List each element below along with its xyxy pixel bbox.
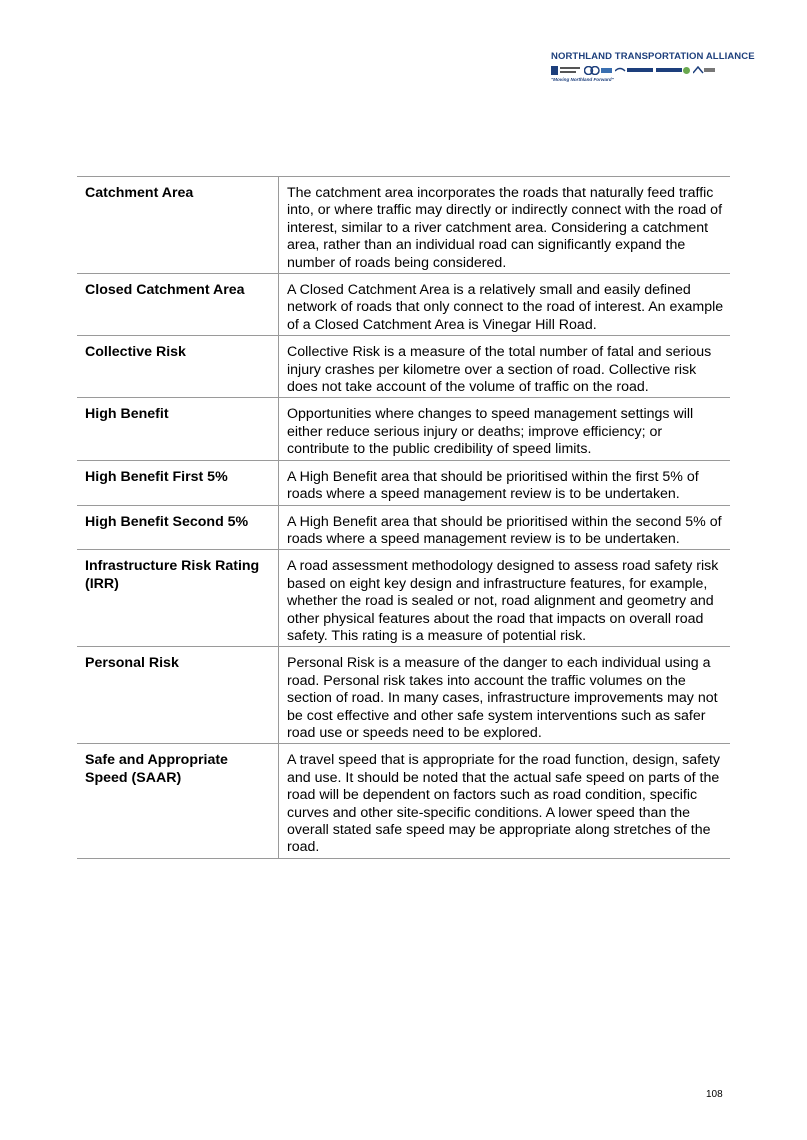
glossary-definition: The catchment area incorporates the roads that naturally feed traffic into, or where traffic may directly or indirectly connect with the road of interest, similar to a river catchment area. Considering a catchment area, rather than an individual road can significantly expand the number of roads being considered. bbox=[279, 177, 731, 274]
table-row bbox=[77, 398, 730, 460]
northland-regional-council-logo-icon bbox=[656, 66, 690, 75]
glossary-term: Closed Catchment Area bbox=[77, 274, 279, 336]
table-row bbox=[77, 177, 730, 274]
table-row bbox=[77, 647, 730, 744]
page-number: 108 bbox=[706, 1089, 723, 1100]
glossary-term: High Benefit First 5% bbox=[77, 460, 279, 505]
whangarei-council-logo-icon bbox=[615, 66, 653, 75]
glossary-definition: A travel speed that is appropriate for the road function, design, safety and use. It should be noted that the actual safe speed on parts of the road will be dependent on factors such as road condition, specific curves and other site-specific conditions. A lower speed than the overall stated safe speed may be appropriate along stretches of the road. bbox=[279, 744, 731, 858]
kaipara-council-logo-icon bbox=[584, 66, 612, 75]
glossary-definition: A High Benefit area that should be prioritised within the first 5% of roads where a speed management review is to be undertaken. bbox=[279, 460, 731, 505]
table-row bbox=[77, 336, 730, 398]
glossary-term: Infrastructure Risk Rating (IRR) bbox=[77, 550, 279, 647]
alliance-logo bbox=[551, 51, 755, 85]
glossary-table bbox=[77, 176, 730, 859]
logo-tagline: "Moving Northland Forward" bbox=[551, 77, 614, 82]
partner-logos bbox=[551, 64, 723, 76]
glossary-definition: Opportunities where changes to speed management settings will either reduce serious injury or deaths; improve efficiency; or contribute to the public credibility of speed limits. bbox=[279, 398, 731, 460]
glossary-term: Personal Risk bbox=[77, 647, 279, 744]
glossary-definition: A road assessment methodology designed to assess road safety risk based on eight key design and infrastructure features, for example, whether the road is sealed or not, road alignment and geometry and other physical features about the road that impacts on overall road safety. This rating is a measure of potential risk. bbox=[279, 550, 731, 647]
table-row bbox=[77, 460, 730, 505]
logo-title: NORTHLAND TRANSPORTATION ALLIANCE bbox=[551, 51, 755, 62]
glossary-term: High Benefit Second 5% bbox=[77, 505, 279, 550]
waka-kotahi-logo-icon bbox=[693, 66, 715, 75]
glossary-term: High Benefit bbox=[77, 398, 279, 460]
glossary-definition: A Closed Catchment Area is a relatively small and easily defined network of roads that only connect to the road of interest. An example of a Closed Catchment Area is Vinegar Hill Road. bbox=[279, 274, 731, 336]
glossary-term: Catchment Area bbox=[77, 177, 279, 274]
table-row bbox=[77, 274, 730, 336]
table-row bbox=[77, 550, 730, 647]
glossary-term: Collective Risk bbox=[77, 336, 279, 398]
table-row bbox=[77, 744, 730, 858]
glossary-definition: Personal Risk is a measure of the danger to each individual using a road. Personal risk takes into account the traffic volumes on the section of road. In many cases, infrastructure improvements may not be cost effective and other safe system interventions such as safer road use or speeds need to be explored. bbox=[279, 647, 731, 744]
glossary-definition: Collective Risk is a measure of the total number of fatal and serious injury crashes per kilometre over a section of road. Collective risk does not take account of the volume of traffic on the road. bbox=[279, 336, 731, 398]
glossary-term: Safe and Appropriate Speed (SAAR) bbox=[77, 744, 279, 858]
table-row bbox=[77, 505, 730, 550]
glossary-definition: A High Benefit area that should be prioritised within the second 5% of roads where a speed management review is to be undertaken. bbox=[279, 505, 731, 550]
far-north-council-logo-icon bbox=[551, 66, 581, 75]
